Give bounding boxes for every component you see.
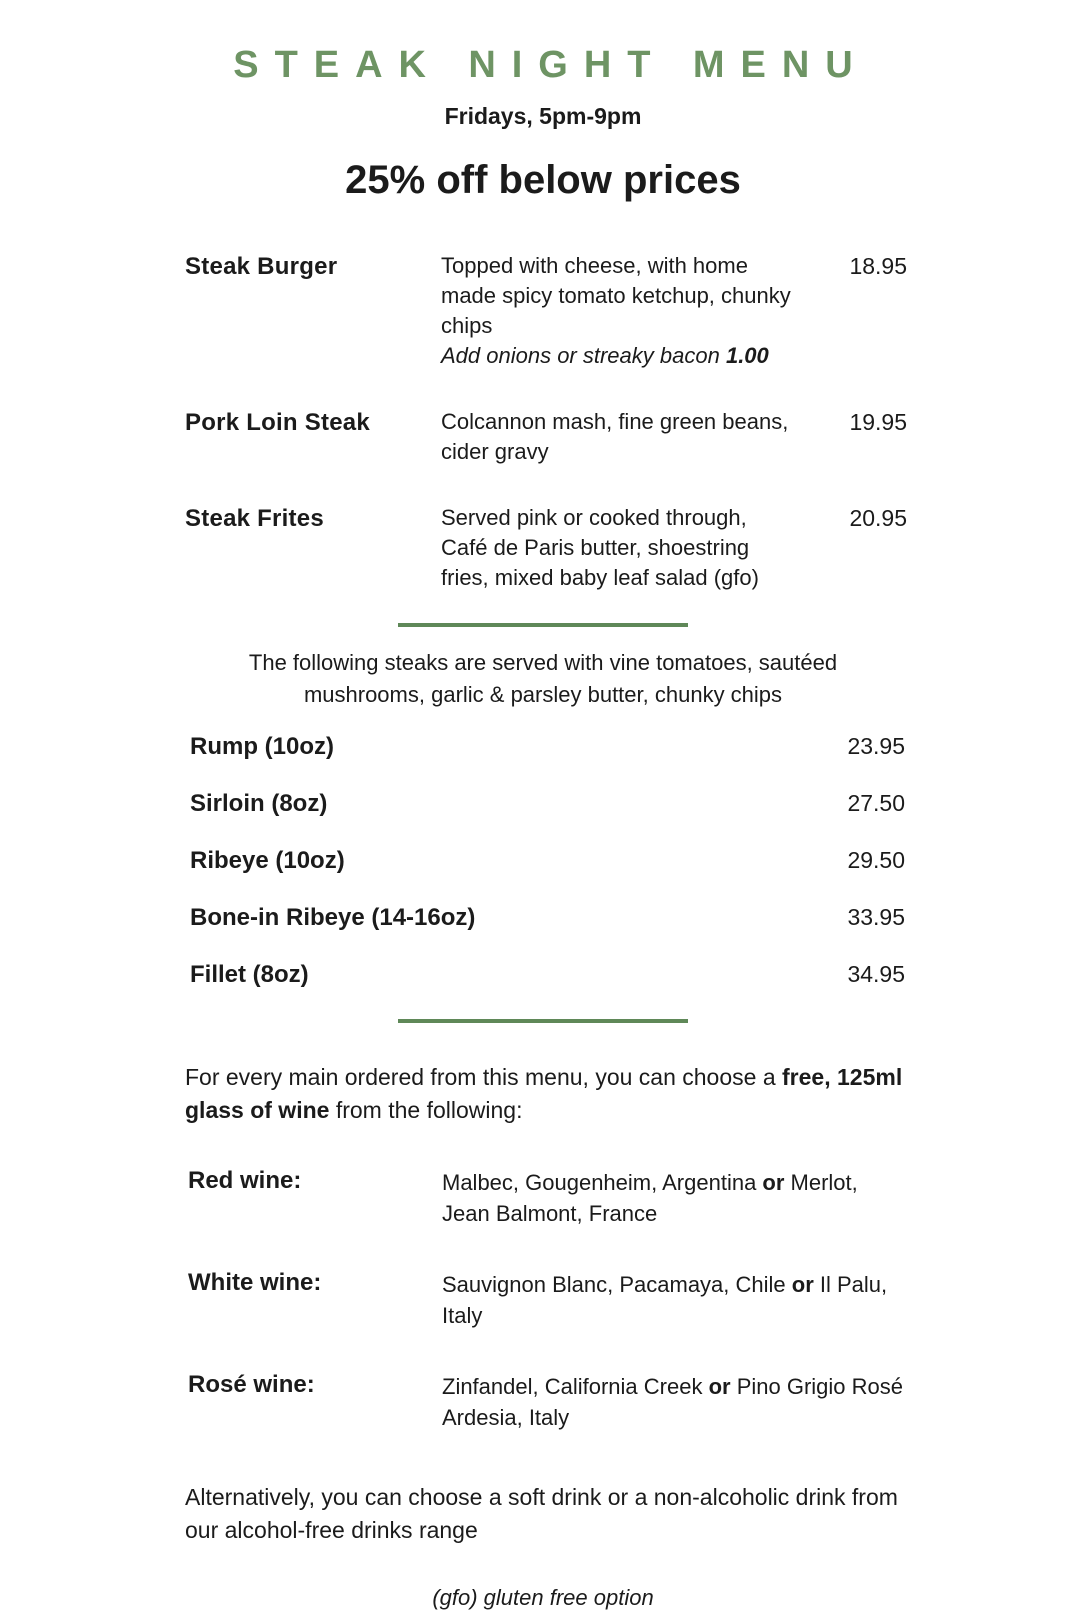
- wine-option-2: Merlot, Jean Balmont, France: [442, 1170, 858, 1226]
- menu-item-steak-frites: [185, 503, 907, 593]
- wine-offer-suffix: from the following:: [329, 1097, 523, 1123]
- menu-subtitle-hours: Fridays, 5pm-9pm: [444, 103, 642, 129]
- item-price: 18.95: [849, 253, 907, 279]
- item-addon-note-price: 1.00: [725, 343, 769, 368]
- steak-price: 33.95: [847, 904, 905, 930]
- steak-name: Fillet (8oz): [190, 961, 309, 988]
- steak-row-bone-in-ribeye: [190, 904, 905, 932]
- wines-section: [188, 1167, 908, 1433]
- wine-offer-prefix: For every main ordered from this menu, you can choose a: [185, 1064, 783, 1090]
- item-addon-note-text: Add onions or streaky bacon: [441, 343, 726, 368]
- steak-price: 23.95: [847, 733, 905, 759]
- item-name: Steak Burger: [185, 253, 338, 280]
- menu-item-steak-burger: [185, 251, 907, 371]
- wine-options: [442, 1167, 908, 1229]
- discount-offer-heading: 25% off below prices: [345, 158, 741, 202]
- wine-label: Red wine:: [188, 1167, 302, 1194]
- item-description: Served pink or cooked through, Café de Paris butter, shoestring fries, mixed baby leaf salad (gfo): [441, 505, 759, 590]
- item-price: 19.95: [849, 409, 907, 435]
- item-price: 20.95: [849, 505, 907, 531]
- steak-row-ribeye: [190, 847, 905, 875]
- steak-name: Ribeye (10oz): [190, 847, 345, 874]
- section-divider-bottom: [398, 1019, 688, 1023]
- steak-name: Sirloin (8oz): [190, 790, 328, 817]
- steaks-section: [190, 733, 905, 989]
- section-divider-top: [398, 623, 688, 627]
- wine-row-rose: [188, 1371, 908, 1433]
- steaks-intro-text: The following steaks are served with vine tomatoes, sautéed mushrooms, garlic & parsley butter, chunky chips: [248, 650, 838, 707]
- wine-option-2: Il Palu, Italy: [442, 1272, 888, 1328]
- steak-row-fillet: [190, 961, 905, 989]
- wine-offer-bold: free, 125ml glass of wine: [185, 1064, 903, 1123]
- free-wine-offer-text: [185, 1061, 920, 1127]
- wine-row-white: [188, 1269, 908, 1331]
- steak-price: 27.50: [847, 790, 905, 816]
- wine-or: or: [762, 1170, 785, 1195]
- page-title: STEAK NIGHT MENU: [233, 44, 869, 86]
- steak-name: Rump (10oz): [190, 733, 334, 760]
- menu-item-pork-loin-steak: [185, 407, 907, 467]
- wine-options: [442, 1269, 908, 1331]
- wine-option-1: Zinfandel, California Creek: [442, 1374, 709, 1399]
- steak-row-sirloin: [190, 790, 905, 818]
- wine-options: [442, 1371, 908, 1433]
- wine-label: Rosé wine:: [188, 1371, 315, 1398]
- wine-option-1: Malbec, Gougenheim, Argentina: [442, 1170, 763, 1195]
- steak-price: 29.50: [847, 847, 905, 873]
- mains-section: [185, 251, 907, 593]
- item-name: Steak Frites: [185, 505, 324, 532]
- item-description-text: Topped with cheese, with home made spicy tomato ketchup, chunky chips: [441, 253, 791, 338]
- gluten-free-footnote: (gfo) gluten free option: [432, 1585, 654, 1610]
- wine-or: or: [708, 1374, 731, 1399]
- steak-row-rump: [190, 733, 905, 761]
- item-addon-note: [441, 341, 791, 371]
- wine-row-red: [188, 1167, 908, 1229]
- wine-option-2: Pino Grigio Rosé Ardesia, Italy: [442, 1374, 903, 1430]
- steak-name: Bone-in Ribeye (14-16oz): [190, 904, 476, 931]
- wine-or: or: [791, 1272, 814, 1297]
- item-name: Pork Loin Steak: [185, 409, 370, 436]
- soft-drink-alternative-note: Alternatively, you can choose a soft drink or a non-alcoholic drink from our alcohol-free drinks range: [185, 1484, 898, 1543]
- wine-option-1: Sauvignon Blanc, Pacamaya, Chile: [442, 1272, 792, 1297]
- item-description: Colcannon mash, fine green beans, cider gravy: [441, 409, 789, 464]
- steak-price: 34.95: [847, 961, 905, 987]
- wine-label: White wine:: [188, 1269, 322, 1296]
- item-description: [441, 251, 791, 371]
